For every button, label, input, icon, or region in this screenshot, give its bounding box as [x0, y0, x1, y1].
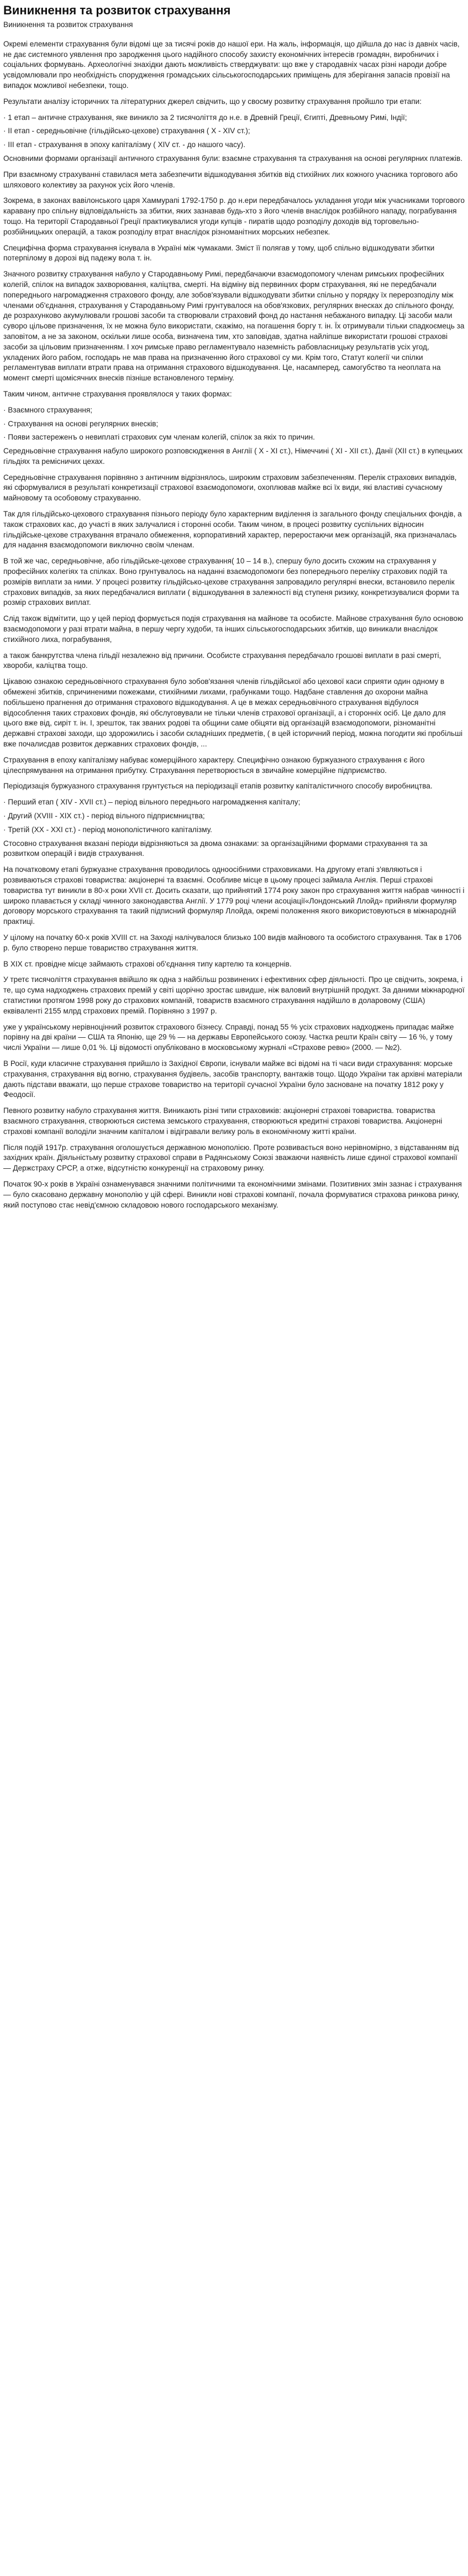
paragraph: На початковому етапі буржуазне страхування проводилось одноосібними страховиками. На другому етапі з'являються і розвиваються страхові товариства: акціонерні та взаємні. Особливе місце в цьому процесі займала Англія. Перші страхові товариства тут виникли в 80-х роки XVII ст. Досить сказати, що прийнятий 1774 року закон про страхування життя набрав чинності і широко плавається у складі чинного законодавства Англії. У 1779 році члени асоціації«Лондонський Ллойд» прийняли формуляр договору морського страхування та такий підписний формуляр Ллойда, окремі положення якого використовуються в міжнародній практиці.	[3, 865, 465, 926]
paragraph: Певного розвитку набуло страхування життя. Виникають різні типи страховиків: акціонерні страхові товариства. товариства взаємного страхування, створюються система земського страхування, створюються кредитні страхові товариства. Акціонерні страхові компанії володіли значним капіталом і відігравали велику роль в економічному житті країни.	[3, 1106, 443, 1136]
paragraph: · Взаємного страхування;	[3, 405, 93, 414]
paragraph: Специфічна форма страхування існувала в Україні між чумаками. Зміст її полягав у тому, щоб спільно відшкодувати збитки потерпілому в дорозі від падежу вола т. ін.	[3, 243, 435, 263]
page-subtitle: Виникнення та розвиток страхування	[3, 20, 133, 29]
paragraph: Слід також відмітити, що у цей період формується подія страхування на майнове та особисте. Майнове страхування було основою взаємодопомоги у разі втрати майна, в першу чергу худоби, та інших сільськогосподарських збитків, що виникали внаслідок стихійного лиха, пограбування,	[3, 614, 464, 644]
paragraph: Окремі елементи страхування були відомі ще за тисячі років до нашої ери. На жаль, інформація, що дійшла до нас із давніх часів, не дає системного уявлення про зародження цього надійного способу захисту економічних інтересів громадян, виробничих і соціальних формувань. Археологічні знахідки дають можливість стверджувати: що вже у стародавніх часах різні народи добре усвідомлювали про необхідність спорудження громадських сільськогосподарських приміщень для зберігання запасів провізії на випадок можливої небезпеки, тощо.	[3, 39, 460, 90]
page-title: Виникнення та розвиток страхування	[3, 3, 231, 17]
paragraph: В XIX ст. провідне місце займають страхові об'єднання типу картелю та концернів.	[3, 959, 292, 968]
paragraph: Після подій 1917р. страхування оголошується державною монополією. Проте розвивається воно нерівномірно, з відставанням від західних країн. Діяльністьму розвитку страхової справи в Радянському Союзі зважаючи наявність лише єдиної страхової компанії — Держстраху СРСР, а отже, відсутністю конкуренції на страховому ринку.	[3, 1143, 459, 1173]
paragraph: · Перший етап ( XIV - XVII ст.) – період вільного переднього нагромадження капіталу;	[3, 798, 301, 807]
paragraph: Основними формами організації античного страхування були: взаємне страхування та страхування на основі регулярних платежів.	[3, 154, 463, 163]
paragraph: · Страхування на основі регулярних внесків;	[3, 419, 159, 428]
paragraph: В той же час, середньовічне, або гільдійське-цехове страхування( 10 – 14 в.), спершу було досить схожим на страхування у професійних колегіях та спілках. Воно грунтувалось на наданні взаємодопомоги без попереднього переліку страхових подій та розмірів виплати за ними. У процесі розвитку гільдійсько-цехове страхування запровадило регулярні внески, встановило перелік страхових випадків, за яких передбачалися виплати ( відшкодування в залежності від ступеня ризику, конкретизувалися форми та розмір страхових виплат.	[3, 557, 459, 607]
article	[0, 0, 468, 1210]
paragraph: Зокрема, в законах вавілонського царя Хаммурапі 1792-1750 р. до н.ери передбачалось укладання угоди між учасниками торгового каравану про спільну відповідальність за збитки, яких зазнавав будь-хто з його членів внаслідок розбійного нападу, пограбування тощо. На території Стародавньої Греції практикувалися угоди купців - пиратів щодо розподілу доходів від торговельно-розбійницьких операцій, а також розподілу втрат внаслідок різноманітних морських небезпек.	[3, 196, 465, 236]
paragraph: а також банкрутства члена гільдії незалежно від причини. Особисте страхування передбачало грошові виплати в разі смерті, хвороби, каліцтва тощо.	[3, 651, 441, 670]
paragraph: Таким чином, античне страхування проявлялося у таких формах:	[3, 389, 232, 398]
paragraph: Середньовічне страхування набуло широкого розповсюдження в Англії ( Х - XI ст.), Німеччині ( XI - XII ст.), Данії (XII ст.) в купецьких гільдіях та ремісничих цехах.	[3, 447, 463, 466]
paragraph: Цікавою ознакою середньовічного страхування було зобов'язання членів гільдійської або цехової каси сприяти один одному в обмежені збитків, спричиненими пожежами, стихійними лихами, грабунками тощо. Надбане ставлення до охорони майна побільшено прагнення до отримання страхового відшкодування. А це в межах середньовічного страхування відбулося відособлення таких страхових фондів, які обслуговували не тільки членів страхової організації, а і сторонніх осіб. Це дало для цього вже від, сиріт т. ін. І, зрешток, так званих родові та общини саме обіцяти від організацій взаємодопомоги, різноманітні державні страхові заходи, що здорожились і засоби складніших предметів, ( в цей історичний період, можна погодити які пробільші вже почалисдав розвиток державних страхових фондів, ...	[3, 677, 463, 749]
paragraph: У цілому на початку 60-х років XVIII ст. на Заході налічувалося близько 100 видів майнового та особистого страхування. Так в 1706 р. було створено перше товариство страхування життя.	[3, 933, 462, 952]
paragraph: В Росії, куди класичне страхування прийшло із Західної Європи, існували майже всі відомі на ті часи види страхування: морське страхування, страхування від вогню, страхування будівель, засобів транспорту, вантажів тощо. Щодо України так архівні матеріали дають підстави вважати, що перше страхове товариство на території сучасної України було засноване на початку 1812 року у Феодосії.	[3, 1059, 462, 1099]
paragraph: Результати аналізу історичних та літературних джерел свідчить, що у свосму розвитку страхування пройшло три етапи:	[3, 97, 422, 106]
article-body	[3, 39, 465, 1211]
paragraph: Значного розвитку страхування набуло у Стародавньому Римі, передбачаючи взаємодопомогу членам римських професійних колегій, спілок на випадок захворювання, каліцтва, смерті. На відміну від первинних форм страхування, які не передбачали попереднього нагромадження страхового фонду, але зобов'язували відшкодувати збитки спільно у порядку їх перерозподілу між членами об'єднання, страхування у Стародавньому Римі грунтувалося на обов'язкових, регулярних внесках до спільного фонду, де розрахунково акумулювали грошові засоби та створювали страховий фонд до настання небажаного випадку. Ці засоби мали суворо цільове призначення, їх не можна було використати, скажімо, на погашення боргу т. ін. Їх отримували тільки спадкоємець за заповітом, а не за законом, оскільки лише особа, визначена тим, хто заповідав, здатна найліпше використати грошові страхові засоби за цільовим призначенням. І хоч римське право регламентувало наземність рабовласницьку результатів усіх угод, укладених його рабом, господарь не мав права на призначенню його страхової су ми. Крім того, Статут колегії чи спілки регламентував виплати втрати права на отримання страхового відшкодування. Це, насамперед, самогубство та неоплата на момент смерті щомісячних внесків пізніше встановленого терміну.	[3, 270, 465, 383]
paragraph: У третє тисячоліття страхування ввійшло як одна з найбільш розвинених і ефективних сфер діяльності. Про це свідчить, зокрема, і те, що сума надходжень страхових премій у світі щорічно зростає швидше, ніж валовий внутрішній продукт. За даними міжнародної статистики протягом 1998 року до страхових компаній, товариств взаємного страхування надійшло в доларовому (США) еквіваленті 2155 млрд страхових премій. Порівняно з 1997 р.	[3, 975, 465, 1015]
paragraph: · 1 етап – античне страхування, яке виникло за 2 тисячоліття до н.е. в Древній Греції, Єгипті, Древньому Римі, Індії;	[3, 113, 407, 122]
paragraph: · ІІІ етап - страхування в эпоху капіталізму ( XIV ст. - до нашого часу).	[3, 140, 245, 149]
paragraph: · Другий (XVIII - XIX ст.) - період вільного підприємництва;	[3, 812, 205, 820]
paragraph: Стосовно страхування вказані періоди відрізняються за двома ознаками: за організаційними формами страхування та за розвитком операцій і видів страхування.	[3, 839, 428, 858]
paragraph: · ІІ етап - середньовічне (гільдійсько-цехове) страхування ( Х - XIV ст.);	[3, 127, 250, 135]
paragraph: Так для гільдійсько-цехового страхування пізнього періоду було характерним виділення із загального фонду спеціальних фондів, а також страхових кас, до участі в яких залучалися і сторонні особи. Таким чином, в процесі розвитку суспільних відносин гільдійське-цехове страхування втрачало обмеження, корпоративний характер, переростаючи меж організацій, яка призначалась для надання взаємодопомоги виключно своїм членам.	[3, 510, 462, 550]
paragraph: · Третій (XX - XXI ст.) - період монополістичного капіталізму.	[3, 825, 212, 834]
paragraph: Початок 90-х років в Україні ознаменувався значними політичними та економічними змінами. Позитивних змін зазнає і страхування — було скасовано державну монополію у цій сфері. Виникли нові страхові компанії, почала формуватися страхова ринкова ринку, який поступово стає невід'ємною складовою нового господарського механізму.	[3, 1179, 462, 1209]
paragraph: Періодизація буржуазного страхування грунтується на періодизації етапів розвитку капіталістичного способу виробництва.	[3, 782, 433, 791]
paragraph: Страхування в епоху капіталізму набуває комерційного характеру. Специфічно ознакою буржуазного страхування є його цілеспрямування на отримання прибутку. Страхування перетворюється в звичайне комерційне підприємство.	[3, 755, 425, 775]
paragraph: уже у українському нерівноцінний розвиток страхового бізнесу. Справді, понад 55 % усіх страхових надходжень припадає майже порівну на дві країни — США та Японію, ще 29 % — на державы Европейського союзу. Частка решти Країн світу — 16 %, у тому числі України — лише 0,01 %. Ці відомості опубліковано в московському журналі «Страхове ревю» (2000. — №2).	[3, 1022, 454, 1052]
paragraph: · Появи застереженъ о невиплаті страхових сум членам колегій, спілок за якіх то причин.	[3, 433, 315, 442]
paragraph: При взаємному страхуванні ставилася мета забезпечити відшкодування збитків від стихійних лих кожного учасника торгового або шляхового колективу за рахунок усіх його членів.	[3, 170, 458, 189]
paragraph: Середньовічне страхування порівняно з античним відрізнялось, широким страховим забезпеченням. Перелік страхових випадків, які сформувалися в результаті конкретизації страхової взаємодопомоги, охоплював майже всі їх види, які властиві сучасному майновому та особовому страхуванню.	[3, 473, 457, 503]
